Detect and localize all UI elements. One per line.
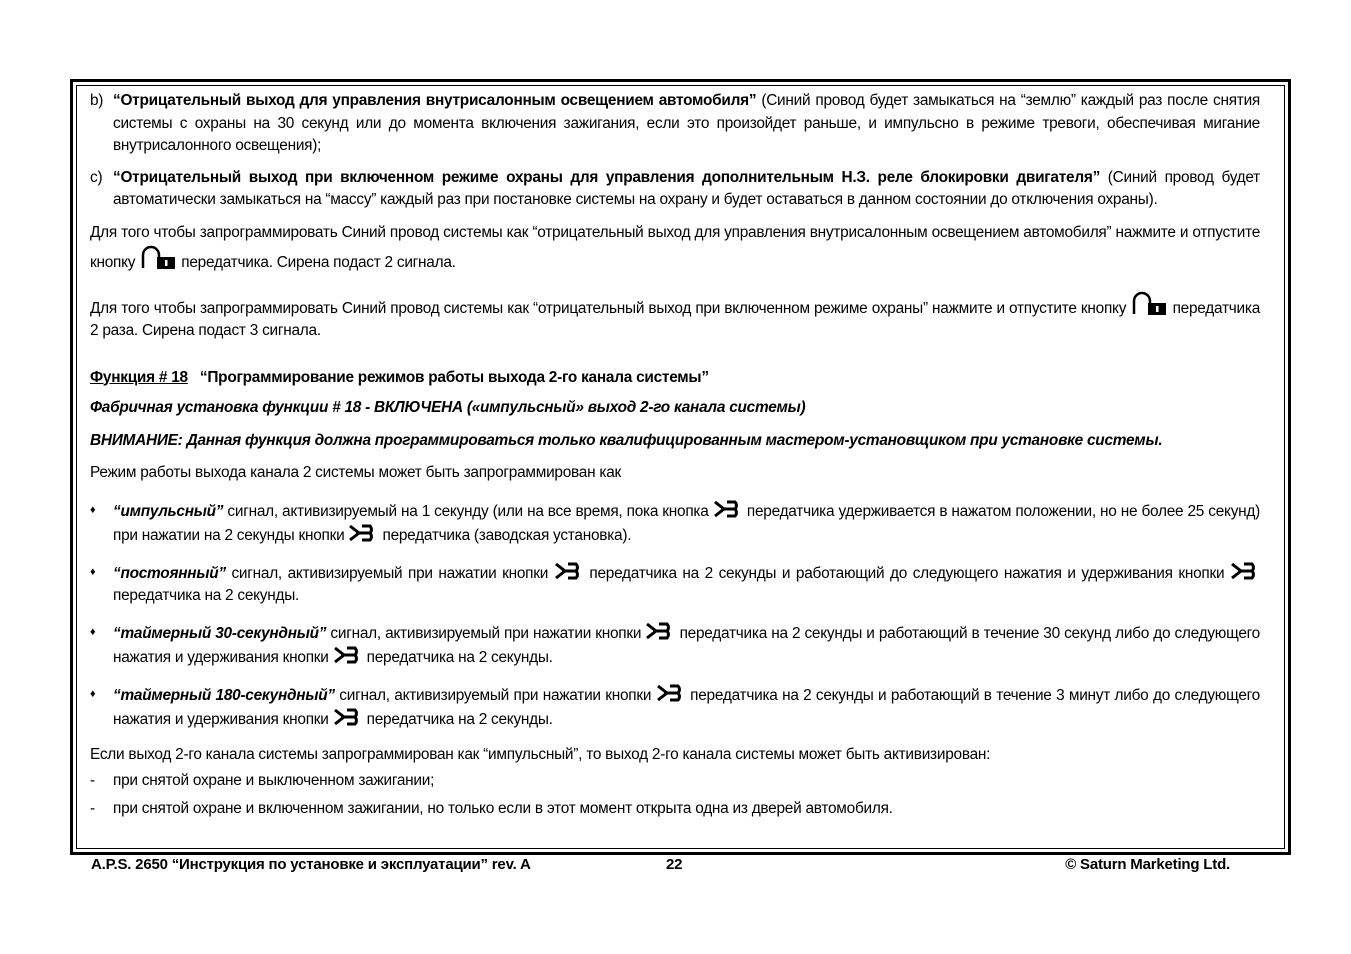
mode-term: “постоянный”: [113, 564, 226, 582]
channel-2-icon: [333, 645, 363, 665]
warning-text: ВНИМАНИЕ: Данная функция должна программироваться только квалифицированным мастером-установщиком при установке системы.: [90, 431, 1163, 449]
bullet-marker: ♦: [90, 687, 96, 700]
channel-2-icon: [713, 499, 743, 519]
unlock-icon: [139, 244, 177, 270]
mode-bullet: ♦ “импульсный” сигнал, активизируемый на 1 секунду (или на все время, пока кнопка передатчика удерживается в нажатом положении, но не более 25 секунд) при нажатии на 2 секунды кнопки передатчика (заводская установка).: [90, 499, 1260, 548]
channel-2-icon: [1230, 561, 1260, 581]
page-content: [90, 89, 1260, 820]
bullet-marker: ♦: [90, 565, 96, 578]
bullet-marker: ♦: [90, 503, 96, 516]
factory-setting: Фабричная установка функции # 18 - ВКЛЮЧЕНА («импульсный» выход 2-го канала системы): [90, 399, 806, 416]
dash-marker: -: [90, 772, 95, 789]
channel-2-icon: [554, 561, 584, 581]
footer-document-title: A.P.S. 2650 “Инструкция по установке и эксплуатации” rev. A: [91, 856, 531, 873]
function-title: “Программирование режимов работы выхода 2-го канала системы”: [199, 368, 709, 386]
channel-2-icon: [645, 621, 675, 641]
mode-bullet: ♦ “таймерный 180-секундный” сигнал, активизируемый при нажатии кнопки передатчика на 2 секунды и работающий в течение 3 минут либо до следующего нажатия и удерживания кнопки передатчика на 2 секунды.: [90, 683, 1260, 732]
mode-bullet: ♦ “постоянный” сигнал, активизируемый при нажатии кнопки передатчика на 2 секунды и работающий до следующего нажатия и удерживания кнопки передатчика на 2 секунды.: [90, 561, 1260, 608]
dash-marker: -: [90, 799, 95, 817]
option-c: [90, 167, 1260, 212]
option-text: (Синий провод будет автоматически замыкаться на “массу” каждый раз при постановке системы на охрану и будет оставаться в данном состоянии до отключения охраны).: [113, 168, 1260, 208]
unlock-icon: [1130, 290, 1168, 316]
program-paragraph-1: Для того чтобы запрограммировать Синий провод системы как “отрицательный выход для управления внутрисалонным освещением автомобиля” нажмите и отпустите кнопку передатчика. Сирена подаст 2 сигнала.: [90, 223, 1260, 271]
option-label: c): [90, 168, 103, 186]
footer-copyright: © Saturn Marketing Ltd.: [1065, 856, 1230, 873]
option-label: b): [90, 92, 104, 109]
mode-term: “таймерный 180-секундный”: [113, 686, 335, 704]
option-b: [90, 90, 1260, 158]
bullet-marker: ♦: [90, 625, 96, 638]
dash-item: - при снятой охране и выключенном зажигании;: [90, 770, 1260, 793]
mode-term: “импульсный”: [113, 502, 224, 520]
channel-2-icon: [348, 523, 378, 543]
option-title: “Отрицательный выход для управления внутрисалонным освещением автомобиля”: [113, 92, 757, 109]
channel-2-icon: [333, 707, 363, 727]
function-heading: [90, 367, 1260, 390]
mode-term: “таймерный 30-секундный”: [113, 624, 327, 642]
closing-paragraph: Если выход 2-го канала системы запрограммирован как “импульсный”, то выход 2-го канала системы может быть активизирован:: [90, 745, 991, 763]
dash-item: - при снятой охране и включенном зажигании, но только если в этот момент открыта одна из дверей автомобиля.: [90, 798, 1260, 821]
channel-2-icon: [656, 683, 686, 703]
mode-intro: Режим работы выхода канала 2 системы может быть запрограммирован как: [90, 464, 621, 481]
function-number: Функция # 18: [90, 368, 188, 386]
option-title: “Отрицательный выход при включенном режиме охраны для управления дополнительным Н.З. реле блокировки двигателя”: [113, 168, 1101, 186]
option-text: (Синий провод будет замыкаться на “землю” каждый раз после снятия системы с охраны на 30 секунд или до момента включения зажигания, если это произойдет раньше, и импульсно в режиме тревоги, обеспечивая мигание внутрисалонного освещения);: [113, 92, 1261, 154]
mode-bullet: ♦ “таймерный 30-секундный” сигнал, активизируемый при нажатии кнопки передатчика на 2 секунды и работающий в течение 30 секунд либо до следующего нажатия и удерживания кнопки передатчика на 2 секунды.: [90, 621, 1260, 670]
footer-page-number: 22: [666, 856, 683, 873]
program-paragraph-2: Для того чтобы запрограммировать Синий провод системы как “отрицательный выход при включенном режиме охраны” нажмите и отпустите кнопку передатчика 2 раза. Сирена подаст 3 сигнала.: [90, 290, 1260, 343]
